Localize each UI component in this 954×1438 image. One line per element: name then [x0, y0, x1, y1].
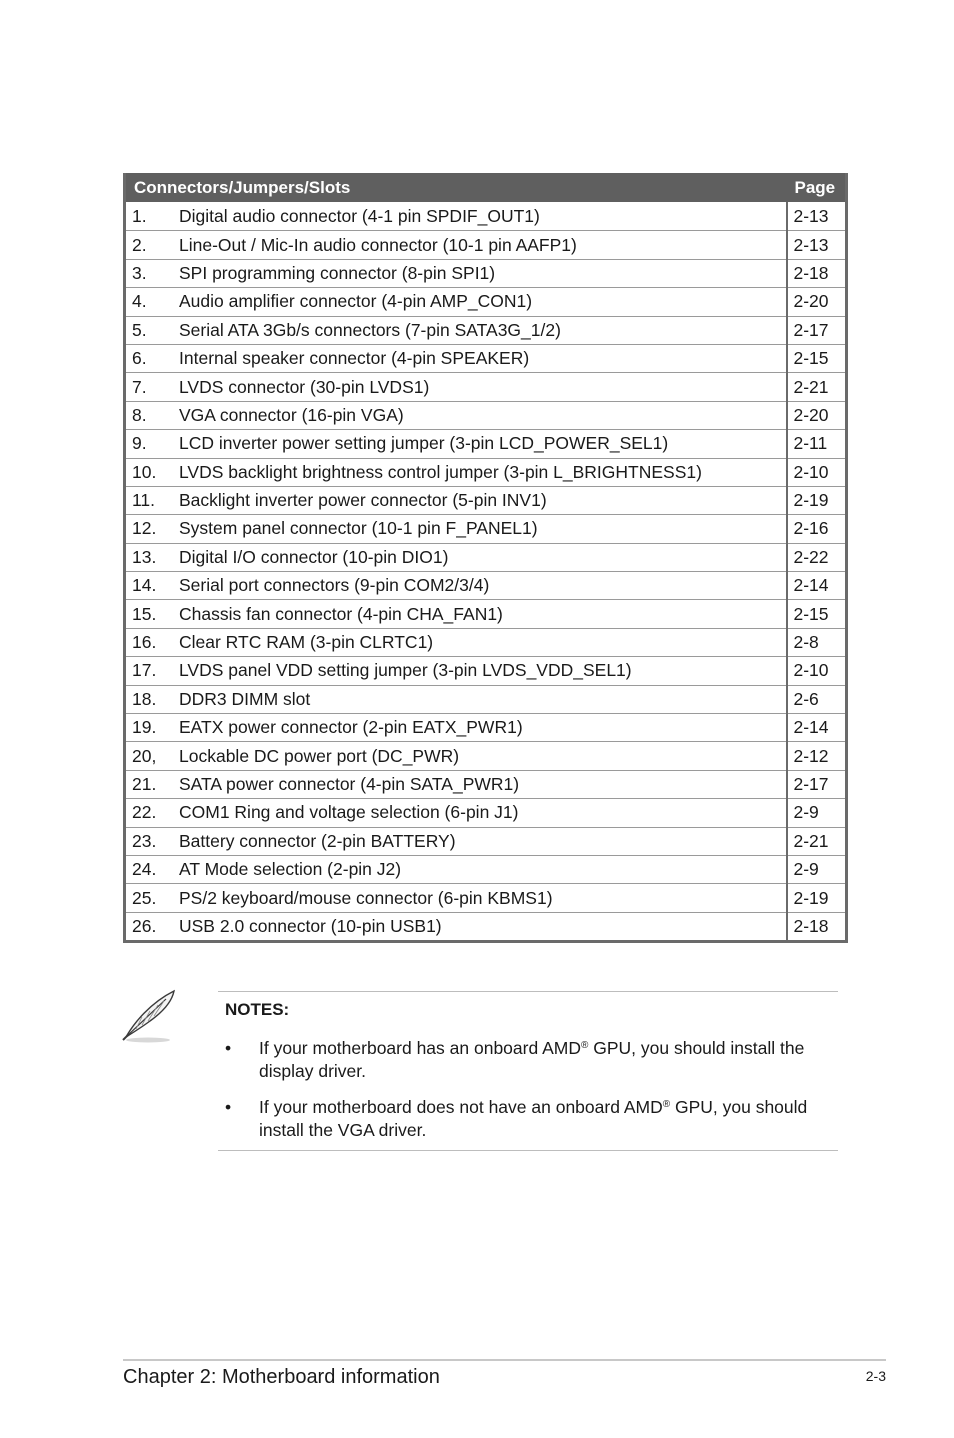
item-cell: [125, 770, 787, 798]
row-number: 25.: [132, 887, 157, 908]
row-page: 2-9: [787, 799, 847, 827]
row-page: 2-10: [787, 657, 847, 685]
row-item: USB 2.0 connector (10-pin USB1): [179, 915, 442, 936]
row-number: 10.: [132, 461, 157, 482]
header-item: Connectors/Jumpers/Slots: [125, 173, 787, 203]
note-text: If your motherboard does not have an onboard AMD® GPU, you should install the VGA driver.: [259, 1097, 808, 1140]
row-number: 23.: [132, 830, 157, 851]
table-row: [125, 543, 847, 571]
table-row: [125, 231, 847, 259]
row-page: 2-10: [787, 458, 847, 486]
row-item: AT Mode selection (2-pin J2): [179, 859, 402, 880]
row-number: 16.: [132, 632, 157, 653]
item-cell: [125, 203, 787, 231]
table-row: [125, 344, 847, 372]
row-page: 2-13: [787, 231, 847, 259]
row-number: 4.: [132, 291, 147, 312]
note-bullet: •: [225, 1038, 232, 1058]
table-row: [125, 316, 847, 344]
row-item: SATA power connector (4-pin SATA_PWR1): [179, 774, 520, 794]
row-item: LVDS connector (30-pin LVDS1): [179, 376, 430, 397]
row-page: 2-18: [793, 915, 829, 936]
item-cell: [125, 288, 787, 316]
row-item: Audio amplifier connector (4-pin AMP_CON1): [179, 291, 533, 312]
row-item: Battery connector (2-pin BATTERY): [179, 830, 456, 851]
footer-chapter-title: Chapter 2: Motherboard information: [123, 1366, 440, 1388]
row-number: 3.: [132, 262, 147, 283]
row-page: 2-21: [787, 373, 847, 401]
item-cell: [125, 884, 787, 912]
row-item: Internal speaker connector (4-pin SPEAKER): [179, 348, 530, 369]
row-item: COM1 Ring and voltage selection (6-pin J1): [179, 802, 519, 823]
note-item-1: [225, 1037, 815, 1083]
row-item: PS/2 keyboard/mouse connector (6-pin KBMS1): [179, 887, 553, 908]
item-cell: [125, 742, 787, 770]
row-number: 18.: [132, 688, 157, 709]
footer-page-number: 2-3: [865, 1368, 886, 1384]
item-cell: [125, 827, 787, 855]
row-page: 2-19: [787, 486, 847, 514]
row-number: 1.: [132, 206, 147, 227]
row-number: 8.: [132, 404, 147, 425]
row-page: 2-15: [787, 600, 847, 628]
row-page: 2-20: [787, 401, 847, 429]
row-page: 2-18: [787, 259, 847, 287]
item-cell: [125, 486, 787, 514]
table-row: [125, 714, 847, 742]
row-item: Lockable DC power port (DC_PWR): [179, 745, 460, 766]
row-page: 2-14: [787, 714, 847, 742]
row-number: 21.: [132, 774, 157, 794]
row-item: Line-Out / Mic-In audio connector (10-1 pin AAFP1): [179, 234, 577, 255]
table-body: [125, 203, 847, 942]
table-row: [125, 657, 847, 685]
row-item: Serial ATA 3Gb/s connectors (7-pin SATA3G_1/2): [179, 319, 561, 340]
note-bullet: •: [225, 1097, 232, 1117]
item-cell: [125, 401, 787, 429]
row-page: 2-13: [787, 203, 847, 231]
row-page: 2-12: [787, 742, 847, 770]
registered-mark: ®: [662, 1099, 671, 1110]
item-cell: [125, 572, 787, 600]
table-header: [125, 173, 847, 203]
row-number: 19.: [132, 717, 157, 738]
row-page: 2-20: [787, 288, 847, 316]
row-item: VGA connector (16-pin VGA): [179, 404, 404, 425]
feather-pen-icon: [120, 985, 184, 1045]
row-number: 5.: [132, 319, 147, 340]
header-page: Page: [787, 173, 847, 203]
row-number: 2.: [132, 234, 147, 255]
table-row: [125, 373, 847, 401]
item-cell: [125, 259, 787, 287]
item-cell: [125, 657, 787, 685]
registered-mark: ®: [581, 1040, 589, 1051]
item-cell: [125, 316, 787, 344]
row-item: Serial port connectors (9-pin COM2/3/4): [179, 575, 490, 596]
row-page: 2-6: [787, 685, 847, 713]
row-page: 2-15: [787, 344, 847, 372]
table-row: [125, 742, 847, 770]
row-number: 15.: [132, 603, 157, 624]
row-item: Digital audio connector (4-1 pin SPDIF_OUT1): [179, 206, 540, 227]
row-number: 17.: [132, 660, 157, 681]
table-row: [125, 486, 847, 514]
row-page: 2-9: [787, 855, 847, 883]
row-item: System panel connector (10-1 pin F_PANEL1): [179, 518, 538, 539]
row-page: 2-19: [787, 884, 847, 912]
item-cell: [125, 515, 787, 543]
table-row: [125, 600, 847, 628]
item-cell: [125, 373, 787, 401]
row-item: Backlight inverter power connector (5-pin INV1): [179, 490, 547, 511]
item-cell: [125, 685, 787, 713]
item-cell: [125, 912, 787, 941]
notes-bottom-rule: [218, 1150, 838, 1151]
table-row: [125, 288, 847, 316]
table-row: [125, 259, 847, 287]
row-item: LVDS backlight brightness control jumper (3-pin L_BRIGHTNESS1): [179, 461, 702, 482]
item-cell: [125, 344, 787, 372]
table-row: [125, 685, 847, 713]
row-item: Chassis fan connector (4-pin CHA_FAN1): [179, 603, 503, 624]
table-row: [125, 458, 847, 486]
row-item: Digital I/O connector (10-pin DIO1): [179, 546, 449, 567]
table-row: [125, 827, 847, 855]
table-row: [125, 430, 847, 458]
row-item: Clear RTC RAM (3-pin CLRTC1): [179, 632, 434, 653]
row-number: 24.: [132, 859, 157, 880]
connectors-table: [123, 173, 848, 943]
table-row: [125, 770, 847, 798]
row-page: 2-14: [787, 572, 847, 600]
notes-title: NOTES:: [225, 1000, 290, 1019]
table-row: [125, 401, 847, 429]
notes-top-rule: [218, 991, 838, 992]
row-item: SPI programming connector (8-pin SPI1): [179, 262, 496, 283]
note-item-2: [225, 1096, 815, 1142]
table-row: [125, 799, 847, 827]
note-text: If your motherboard has an onboard AMD® GPU, you should install the display driver.: [259, 1038, 805, 1081]
item-cell: [125, 799, 787, 827]
row-number: 12.: [132, 518, 157, 539]
table-row: [125, 628, 847, 656]
row-page: 2-22: [787, 543, 847, 571]
row-number: 22.: [132, 802, 157, 823]
item-cell: [125, 600, 787, 628]
item-cell: [125, 430, 787, 458]
row-page: 2-21: [787, 827, 847, 855]
table-row: [125, 912, 847, 941]
row-number: 11.: [132, 490, 156, 511]
row-item: EATX power connector (2-pin EATX_PWR1): [179, 717, 523, 738]
table-row: [125, 515, 847, 543]
row-page: 2-17: [787, 316, 847, 344]
row-number: 7.: [132, 376, 147, 397]
row-number: 9.: [132, 433, 147, 454]
item-cell: [125, 543, 787, 571]
row-item: LVDS panel VDD setting jumper (3-pin LVDS_VDD_SEL1): [179, 660, 632, 681]
item-cell: [125, 231, 787, 259]
table-row: [125, 884, 847, 912]
item-cell: [125, 628, 787, 656]
row-number: 13.: [132, 546, 157, 567]
table-row: [125, 855, 847, 883]
item-cell: [125, 458, 787, 486]
row-item: LCD inverter power setting jumper (3-pin LCD_POWER_SEL1): [179, 433, 669, 454]
item-cell: [125, 714, 787, 742]
table-row: [125, 572, 847, 600]
row-number: 20,: [132, 745, 157, 766]
row-page: 2-8: [787, 628, 847, 656]
row-page: 2-17: [787, 770, 847, 798]
row-number: 26.: [132, 915, 157, 936]
table-row: [125, 203, 847, 231]
row-number: 6.: [132, 348, 147, 369]
footer-rule: [123, 1359, 886, 1361]
row-page: 2-16: [787, 515, 847, 543]
item-cell: [125, 855, 787, 883]
row-number: 14.: [132, 575, 157, 596]
row-page: 2-11: [787, 430, 847, 458]
row-item: DDR3 DIMM slot: [179, 688, 311, 709]
